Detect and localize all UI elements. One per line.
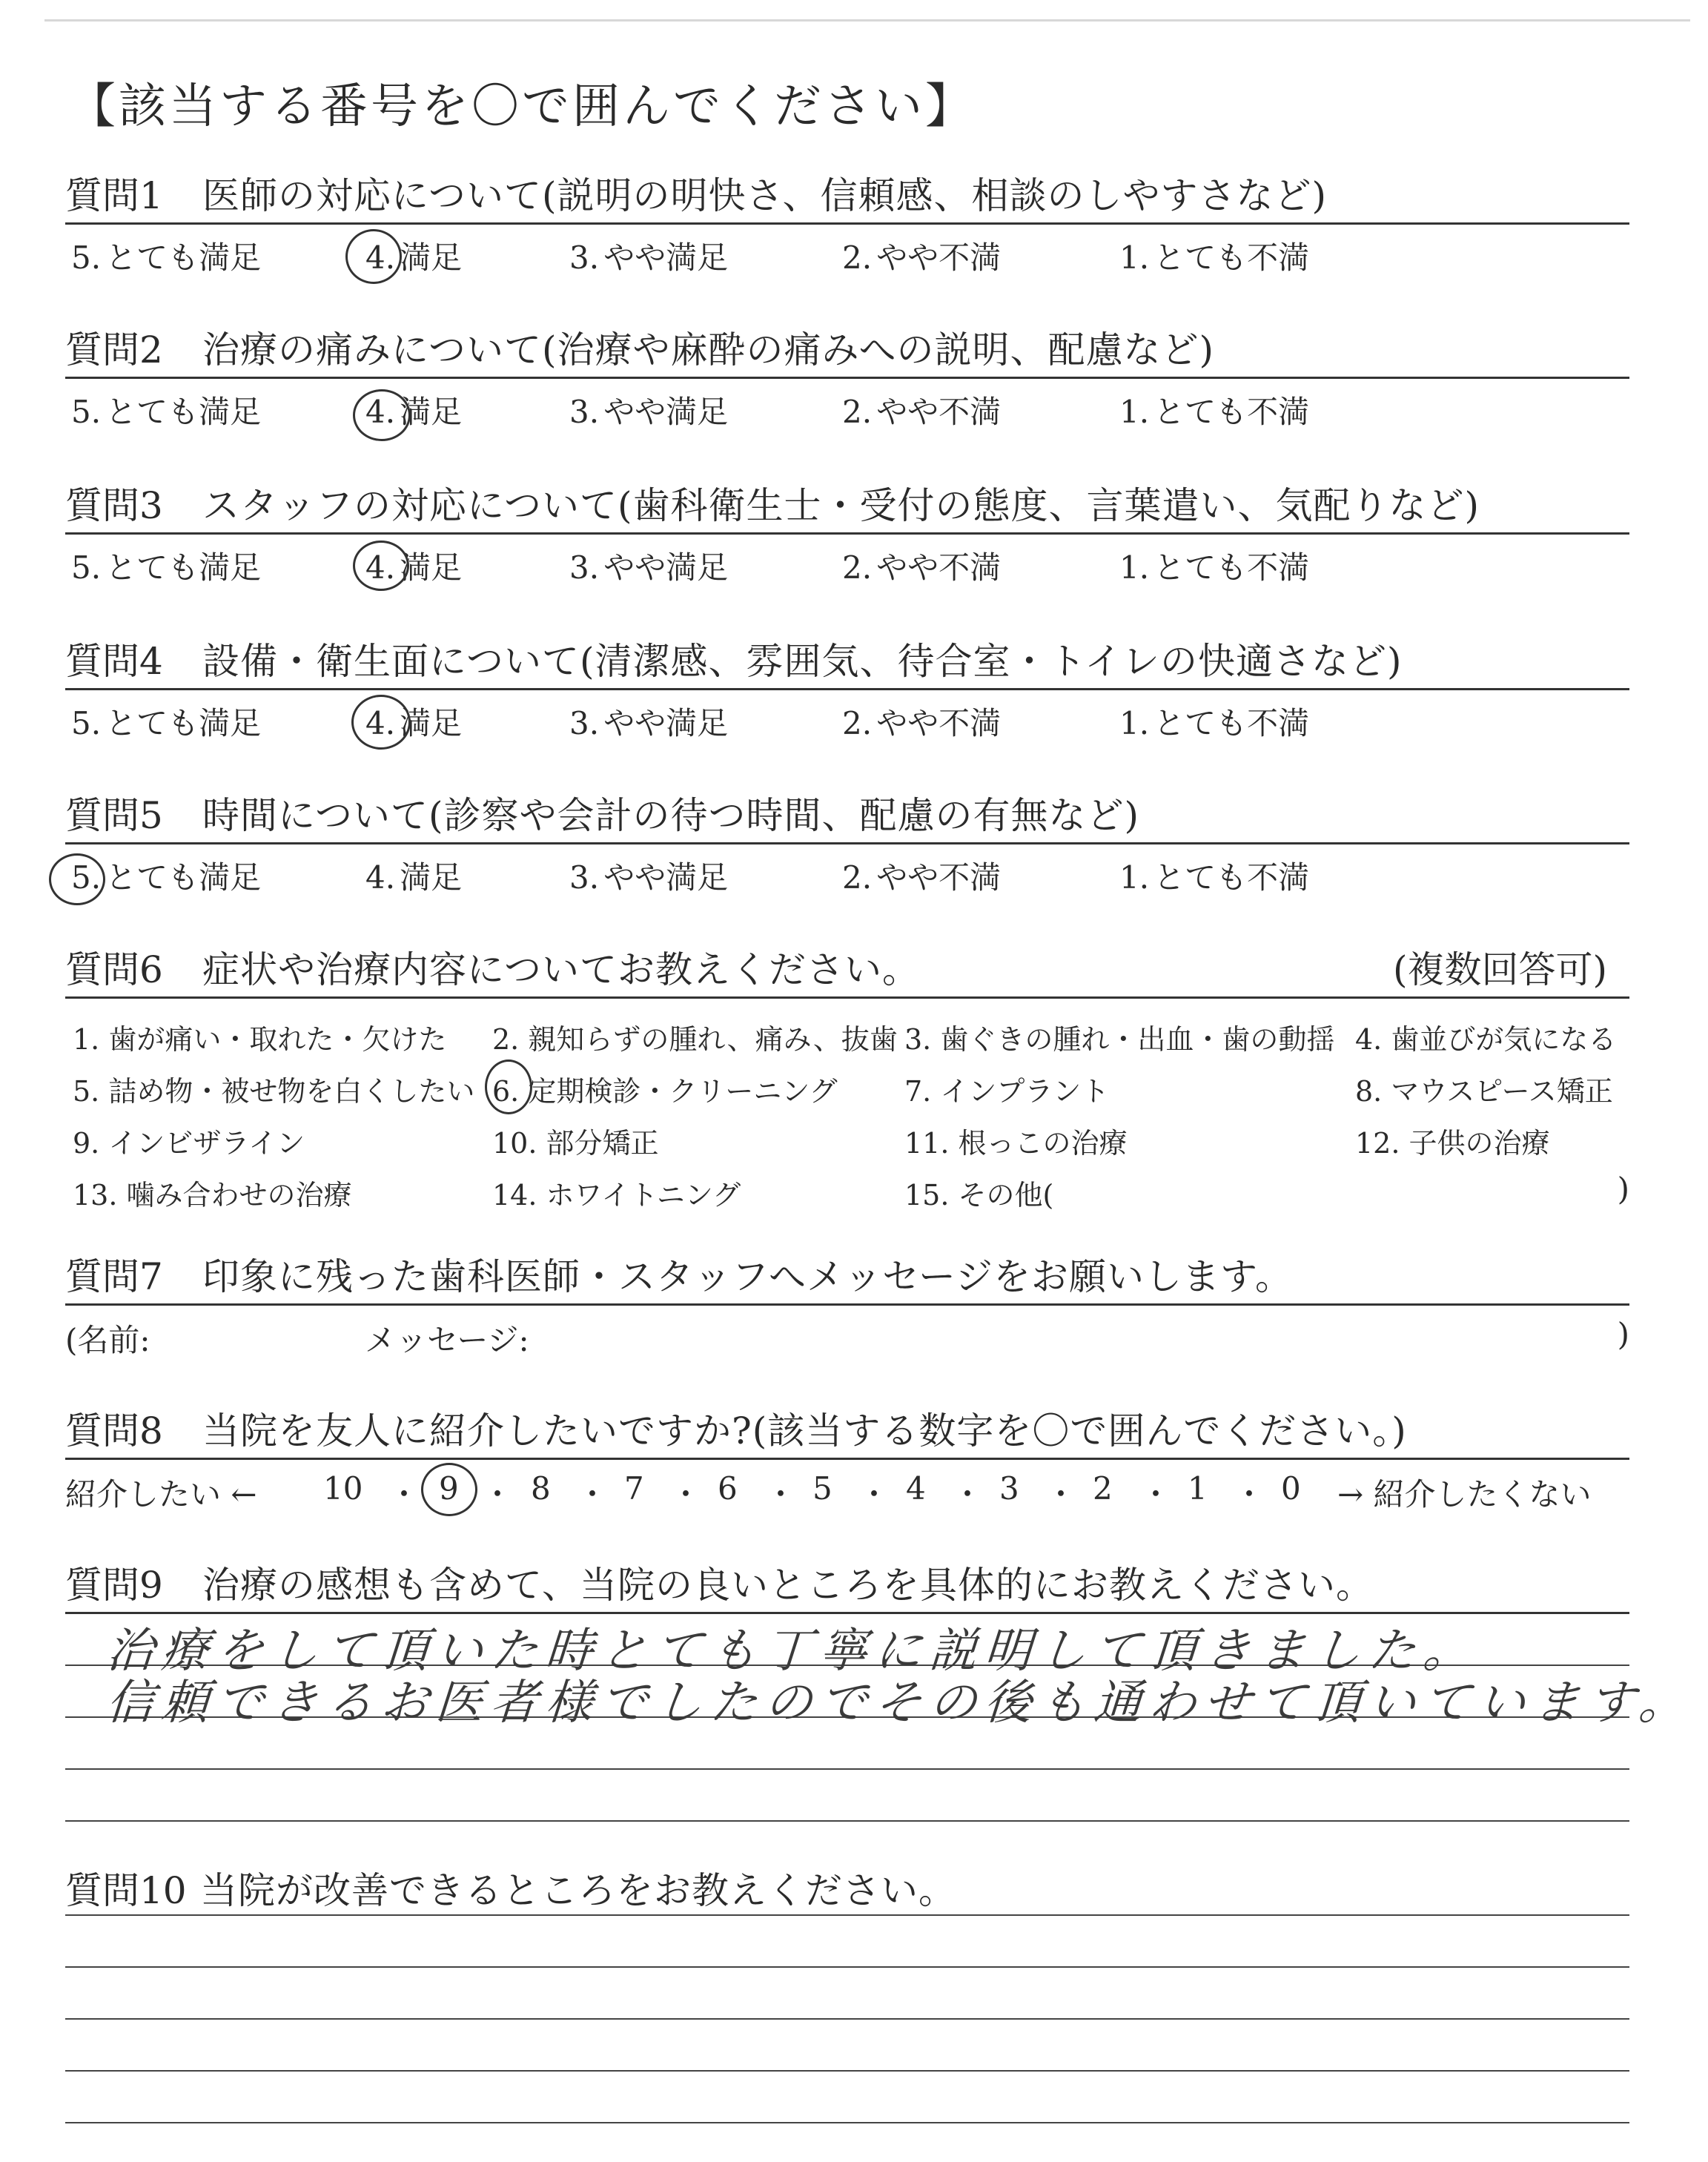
question-text: 医師の対応について(説明の明快さ、信頼感、相談のしやすさなど) [202, 174, 1328, 217]
symptom-option[interactable]: 9. インビザライン [73, 1127, 305, 1160]
symptom-option[interactable]: 2. 親知らずの腫れ、痛み、抜歯 [492, 1023, 898, 1056]
scale-value-4[interactable]: 4 [906, 1470, 926, 1507]
symptom-option[interactable]: 6. 定期検診・クリーニング [492, 1075, 838, 1108]
form-header: 【該当する番号を〇で囲んでください】 [68, 79, 976, 134]
question-number: 質問4 [65, 640, 163, 683]
option-5[interactable]: 5. とても満足 [71, 239, 262, 276]
scale-value-6[interactable]: 6 [718, 1470, 738, 1507]
handwritten-answer-line: 信頼できるお医者様でしたのでその後も通わせて頂いています。 [104, 1676, 1696, 1730]
option-5[interactable]: 5. とても満足 [71, 394, 262, 430]
symptom-option[interactable]: 3. 歯ぐきの腫れ・出血・歯の動揺 [904, 1023, 1335, 1056]
answer-rule [65, 1768, 1629, 1770]
question-line [65, 939, 1629, 999]
question-number: 質問10 [65, 1869, 187, 1912]
option-3[interactable]: 3. やや満足 [569, 549, 729, 586]
question-3 [65, 475, 1629, 594]
handwritten-answer-line: 治療をして頂いた時とても丁寧に説明して頂きました。 [104, 1624, 1480, 1679]
question-4 [65, 630, 1629, 750]
scale-value-1[interactable]: 1 [1188, 1470, 1208, 1507]
scale-dot: ・ [765, 1476, 797, 1513]
option-2[interactable]: 2. やや不満 [842, 239, 1002, 276]
question-line [65, 1246, 1629, 1306]
question-text: スタッフの対応について(歯科衛生士・受付の態度、言葉遣い、気配りなど) [202, 484, 1480, 527]
other-close-paren: ) [1617, 1171, 1629, 1207]
question-text: 当院が改善できるところをお教えください。 [200, 1869, 956, 1912]
answer-rule [65, 2070, 1629, 2072]
symptom-option[interactable]: 10. 部分矯正 [492, 1127, 659, 1160]
scale-value-10[interactable]: 10 [323, 1470, 363, 1507]
scale-value-5[interactable]: 5 [812, 1470, 833, 1507]
message-label: メッセージ: [365, 1322, 529, 1358]
option-3[interactable]: 3. やや満足 [569, 705, 729, 741]
question-number: 質問5 [65, 794, 163, 837]
option-1[interactable]: 1. とても不満 [1119, 705, 1310, 741]
option-1[interactable]: 1. とても不満 [1119, 239, 1310, 276]
symptom-option[interactable]: 14. ホワイトニング [492, 1179, 741, 1211]
rating-options [65, 690, 1629, 750]
name-label: (名前: [65, 1322, 150, 1358]
question-line [65, 784, 1629, 844]
question-text: 時間について(診察や会計の待つ時間、配慮の有無など) [202, 794, 1140, 837]
question-line [65, 1859, 1629, 1917]
question-8 [65, 1400, 1629, 1516]
symptom-options [65, 999, 1629, 1221]
question-text: 治療の感想も含めて、当院の良いところを具体的にお教えください。 [202, 1564, 1374, 1607]
scale-dot: ・ [952, 1476, 984, 1513]
option-1[interactable]: 1. とても不満 [1119, 859, 1310, 896]
question-number: 質問3 [65, 484, 163, 527]
question-line [65, 1554, 1629, 1614]
question-text: 当院を友人に紹介したいですか?(該当する数字を〇で囲んでください。) [202, 1409, 1407, 1452]
question-text: 印象に残った歯科医師・スタッフへメッセージをお願いします。 [202, 1255, 1293, 1298]
question-6 [65, 939, 1629, 1221]
question-line [65, 475, 1629, 535]
option-2[interactable]: 2. やや不満 [842, 859, 1002, 896]
question-1 [65, 165, 1629, 284]
scale-dot: ・ [1234, 1476, 1265, 1513]
option-3[interactable]: 3. やや満足 [569, 859, 729, 896]
option-2[interactable]: 2. やや不満 [842, 549, 1002, 586]
scale-dot: ・ [577, 1476, 609, 1513]
question-number: 質問1 [65, 174, 163, 217]
symptom-option[interactable]: 15. その他( [904, 1179, 1054, 1211]
option-4[interactable]: 4. 満足 [365, 859, 463, 896]
top-edge-rule [44, 19, 1690, 22]
option-5[interactable]: 5. とても満足 [71, 705, 262, 741]
option-2[interactable]: 2. やや不満 [842, 394, 1002, 430]
option-4[interactable]: 4. 満足 [365, 705, 463, 741]
question-number: 質問7 [65, 1255, 163, 1298]
scale-dot: ・ [1140, 1476, 1172, 1513]
scale-value-8[interactable]: 8 [531, 1470, 551, 1507]
scale-dot: ・ [670, 1476, 702, 1513]
question-text: 症状や治療内容についてお教えください。 [202, 948, 920, 991]
option-4[interactable]: 4. 満足 [365, 394, 463, 430]
symptom-option[interactable]: 7. インプラント [904, 1075, 1110, 1108]
answer-rule [65, 1914, 1629, 1916]
scale-dot: ・ [482, 1476, 514, 1513]
answer-rule [65, 2122, 1629, 2123]
rating-options [65, 379, 1629, 438]
symptom-option[interactable]: 13. 噛み合わせの治療 [73, 1179, 352, 1211]
question-number: 質問6 [65, 948, 163, 991]
question-line [65, 1400, 1629, 1460]
answer-rule [65, 1820, 1629, 1822]
option-4[interactable]: 4. 満足 [365, 549, 463, 586]
scale-left-label: 紹介したい ← [65, 1476, 257, 1513]
question-9 [65, 1554, 1696, 1911]
option-1[interactable]: 1. とても不満 [1119, 549, 1310, 586]
scale-value-3[interactable]: 3 [999, 1470, 1019, 1507]
rating-options [65, 535, 1629, 594]
question-5 [65, 784, 1629, 904]
answer-rule [65, 1966, 1629, 1968]
option-1[interactable]: 1. とても不満 [1119, 394, 1310, 430]
question-7 [65, 1246, 1629, 1358]
symptom-option[interactable]: 5. 詰め物・被せ物を白くしたい [73, 1075, 475, 1108]
option-4[interactable]: 4. 満足 [365, 239, 463, 276]
scale-value-7[interactable]: 7 [624, 1470, 644, 1507]
scale-value-0[interactable]: 0 [1281, 1470, 1301, 1507]
referral-scale [65, 1460, 1629, 1516]
symptom-option[interactable]: 11. 根っこの治療 [904, 1127, 1128, 1160]
question-line [65, 319, 1629, 379]
option-3[interactable]: 3. やや満足 [569, 239, 729, 276]
scale-dot: ・ [388, 1476, 420, 1513]
question-line [65, 165, 1629, 225]
option-5[interactable]: 5. とても満足 [71, 549, 262, 586]
multiple-answers-note: (複数回答可) [1392, 948, 1607, 991]
option-3[interactable]: 3. やや満足 [569, 394, 729, 430]
question-text: 治療の痛みについて(治療や麻酔の痛みへの説明、配慮など) [202, 328, 1215, 371]
message-close-paren: ) [1617, 1316, 1629, 1352]
scale-dot: ・ [1045, 1476, 1077, 1513]
answer-rule [65, 2018, 1629, 2020]
answer-lines [65, 1917, 1629, 2162]
question-number: 質問9 [65, 1564, 163, 1607]
question-2 [65, 319, 1629, 438]
option-2[interactable]: 2. やや不満 [842, 705, 1002, 741]
symptom-option[interactable]: 1. 歯が痛い・取れた・欠けた [73, 1023, 447, 1056]
question-number: 質問8 [65, 1409, 163, 1452]
question-line [65, 630, 1629, 690]
question-10 [65, 1859, 1629, 2162]
question-text: 設備・衛生面について(清潔感、雰囲気、待合室・トイレの快適さなど) [202, 640, 1403, 683]
scale-dot: ・ [858, 1476, 890, 1513]
scale-value-2[interactable]: 2 [1093, 1470, 1113, 1507]
scale-right-label: → 紹介したくない [1337, 1476, 1592, 1513]
rating-options [65, 225, 1629, 284]
symptom-option[interactable]: 4. 歯並びが気になる [1355, 1023, 1617, 1056]
scale-value-9[interactable]: 9 [439, 1470, 459, 1507]
option-5[interactable]: 5. とても満足 [71, 859, 262, 896]
symptom-option[interactable]: 12. 子供の治療 [1355, 1127, 1550, 1160]
message-row [65, 1306, 1629, 1358]
rating-options [65, 844, 1629, 904]
symptom-option[interactable]: 8. マウスピース矯正 [1355, 1075, 1613, 1108]
question-number: 質問2 [65, 328, 163, 371]
